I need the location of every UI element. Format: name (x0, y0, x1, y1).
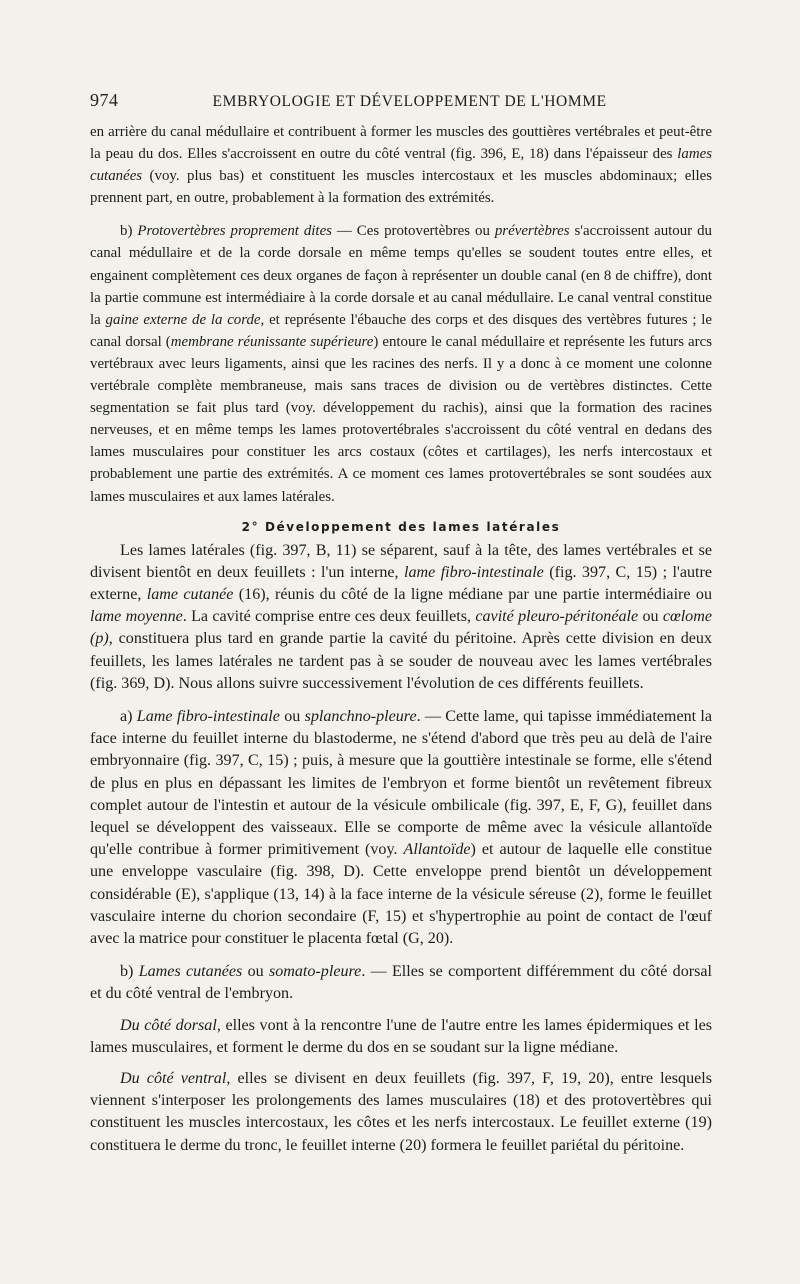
page-header (90, 90, 712, 111)
page-number: 974 (90, 90, 119, 110)
paragraph-splanchnopleure: a) Lame fibro-intestinale ou splanchno-pleure. — Cette lame, qui tapisse immédiatement la face interne du feuillet interne du blastoderme, ne s'étend d'abord que très peu au delà de l'aire embryonnaire (fig. 397, C, 15) ; puis, à mesure que la gouttière intestinale se forme, elle s'étend de plus en plus en dépassant les limites de l'embryon et forme bientôt un revêtement fibreux complet autour de l'intestin et autour de la vésicule ombilicale (fig. 397, E, F, G), feuillet dans lequel se développent des vaisseaux. Elle se comporte de même avec la vésicule allantoïde qu'elle contribue à former primitivement (voy. Allantoïde) et autour de laquelle elle constitue une enveloppe vasculaire (fig. 398, D). Cette enveloppe prend bientôt un développement considérable (E), s'applique (13, 14) à la face interne de la vésicule séreuse (2), forme le feuillet vasculaire interne du chorion secondaire (F, 15) et s'hypertrophie au point de contact de l'œuf avec la matrice pour constituer le placenta fœtal (G, 20). (90, 708, 712, 948)
paragraph-muscle-plates-continued: en arrière du canal médullaire et contribuent à former les muscles des gouttières vertébrales et peut-être la peau du dos. Elles s'accroissent en outre du côté ventral (fig. 396, E, 18) dans l'épaisseur des lames cutanées (voy. plus bas) et constituent les muscles intercostaux et les muscles abdominaux; elles prennent part, en outre, probablement à la formation des extrémités. (90, 124, 712, 207)
section-heading: 2° Développement des lames latérales (241, 519, 561, 534)
paragraph-dorsal-side: Du côté dorsal, elles vont à la rencontre l'une de l'autre entre les lames épidermiques et les lames musculaires, et forment le derme du dos en se soudant sur la ligne médiane. (90, 1016, 712, 1056)
body-text (90, 121, 712, 1157)
running-head: EMBRYOLOGIE ET DÉVELOPPEMENT DE L'HOMME (212, 93, 607, 110)
paragraph-protovertebrae: b) Protovertèbres proprement dites — Ces protovertèbres ou prévertèbres s'accroissent autour du canal médullaire et de la corde dorsale en même temps qu'elles se soudent toutes entre elles, et engainent complètement ces deux organes de façon à représenter un double canal (en 8 de chiffre), dont la partie commune est intermédiaire à la corde dorsale et au canal médullaire. Le canal ventral constitue la gaine externe de la corde, et représente l'ébauche des corps et des disques des vertèbres futures ; le canal dorsal (membrane réunissante supérieure) entoure le canal médullaire et représente les futurs arcs vertébraux avec leurs ligaments, ainsi que les racines des nerfs. Il y a donc à ce moment une colonne vertébrale complète membraneuse, mais sans traces de division ou de vertèbres distinctes. Cette segmentation se fait plus tard (voy. développement du rachis), ainsi que la formation des racines nerveuses, et en même temps les lames protovertébrales s'accroissent du côté ventral en dedans des lames musculaires pour constituer les arcs costaux (côtes et cartilages), les nerfs intercostaux et probablement une partie des extrémités. A ce moment ces lames protovertébrales se sont soudées aux lames musculaires et aux lames latérales. (90, 223, 712, 505)
paragraph-somatopleure: b) Lames cutanées ou somato-pleure. — Elles se comportent différemment du côté dorsal et du côté ventral de l'embryon. (90, 963, 712, 1003)
paragraph-ventral-side: Du côté ventral, elles se divisent en deux feuillets (fig. 397, F, 19, 20), entre lesquels viennent s'interposer les prolongements des lames musculaires (18) et des protovertèbres qui constituent les muscles intercostaux, les côtes et les nerfs intercostaux. Le feuillet externe (19) constituera le derme du tronc, le feuillet interne (20) formera le feuillet pariétal du péritoine. (90, 1070, 713, 1154)
paragraph-lateral-plates: Les lames latérales (fig. 397, B, 11) se séparent, sauf à la tête, des lames vertébrales et se divisent bientôt en deux feuillets : l'un interne, lame fibro-intestinale (fig. 397, C, 15) ; l'autre externe, lame cutanée (16), réunis du côté de la ligne médiane par une partie intermédiaire ou lame moyenne. La cavité comprise entre ces deux feuillets, cavité pleuro-péritonéale ou cœlome (p), constituera plus tard en grande partie la cavité du péritoine. Après cette division en deux feuillets, les lames latérales ne tardent pas à se souder de nouveau avec les lames vertébrales (fig. 369, D). Nous allons suivre successivement l'évolution de ces différents feuillets. (90, 541, 712, 692)
